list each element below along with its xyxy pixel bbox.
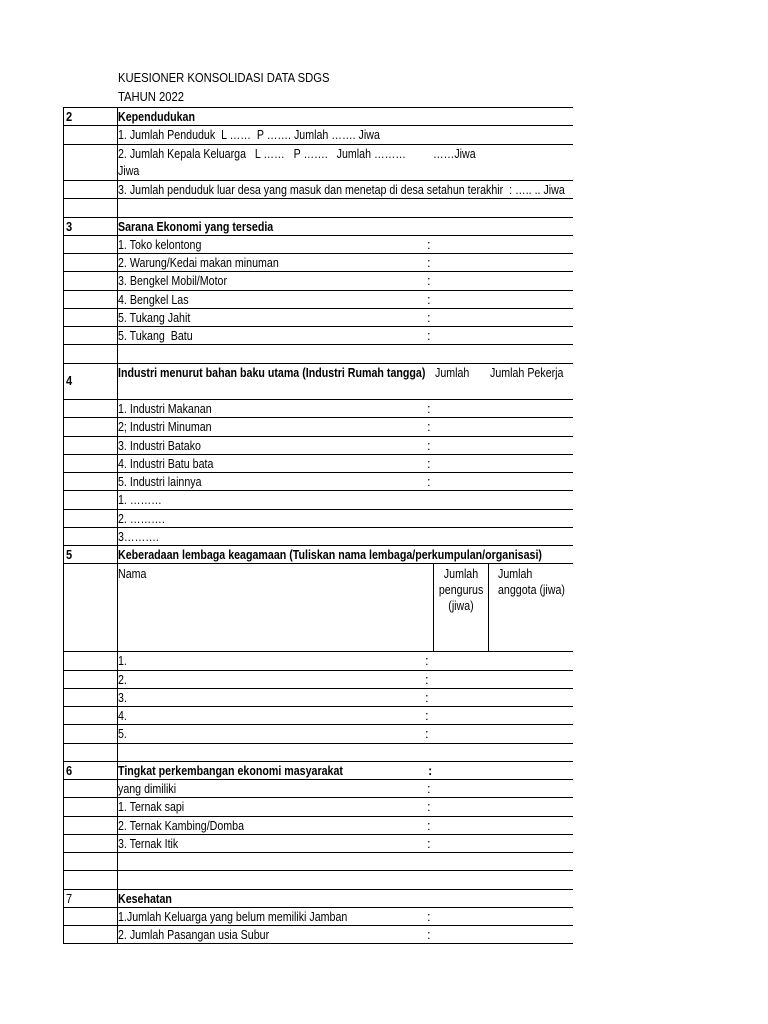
empty-cell	[118, 744, 573, 761]
question-cell	[118, 327, 573, 344]
question-row	[64, 472, 573, 490]
section-number: 7	[66, 890, 73, 906]
question-row	[64, 144, 573, 181]
question-cell	[118, 126, 573, 143]
column-header-row	[64, 563, 573, 651]
question-label: 1. Ternak sapi	[118, 799, 185, 815]
question-cell	[118, 528, 573, 545]
colon-separator: :	[425, 726, 429, 742]
column-header-jumlah-pekerja: Jumlah Pekerja	[490, 364, 564, 380]
question-cell	[118, 798, 573, 815]
colon-separator: :	[425, 708, 429, 723]
section-title-cell	[118, 890, 573, 907]
question-cell	[118, 707, 573, 724]
number-cell	[64, 744, 118, 761]
number-cell	[64, 437, 118, 454]
section-header-row	[64, 889, 573, 907]
question-row	[64, 907, 573, 925]
question-cell	[118, 418, 573, 435]
colon-separator: :	[425, 653, 429, 669]
colon-separator: :	[427, 817, 431, 833]
question-label: 3. Ternak Itik	[118, 835, 179, 851]
question-label: 1. Jumlah Penduduk L …… P ……. Jumlah ……. Jiwa	[118, 127, 380, 143]
question-row	[64, 706, 573, 724]
header-line: pengurus	[438, 582, 484, 598]
number-cell	[64, 491, 118, 508]
number-cell	[64, 707, 118, 724]
number-cell	[64, 309, 118, 326]
colon-separator: :	[427, 255, 431, 270]
question-label: 1.Jumlah Keluarga yang belum memiliki Jamban	[118, 908, 348, 924]
question-label: 5. Tukang Batu	[118, 328, 193, 343]
questionnaire-title: KUESIONER KONSOLIDASI DATA SDGS	[118, 71, 330, 85]
question-row	[64, 235, 573, 253]
question-row	[64, 326, 573, 344]
question-cell	[118, 780, 573, 797]
column-divider	[488, 564, 489, 651]
number-cell	[64, 145, 118, 181]
section-title: Tingkat perkembangan ekonomi masyarakat	[118, 762, 343, 778]
colon-separator: :	[427, 309, 431, 325]
question-row	[64, 509, 573, 527]
question-row	[64, 724, 573, 742]
question-row	[64, 816, 573, 834]
section-number-cell	[64, 218, 118, 235]
question-label: 2. Warung/Kedai makan minuman	[118, 255, 279, 270]
question-row	[64, 436, 573, 454]
question-label: 4. Bengkel Las	[118, 291, 189, 307]
question-label: 2. Ternak Kambing/Domba	[118, 817, 245, 833]
section-title-cell	[118, 218, 573, 235]
question-label: yang dimiliki	[118, 781, 177, 796]
number-cell	[64, 327, 118, 344]
questionnaire-year: TAHUN 2022	[118, 90, 185, 104]
number-cell	[64, 181, 118, 198]
colon-separator: :	[427, 455, 431, 471]
number-cell	[64, 564, 118, 651]
question-cell	[118, 181, 573, 198]
question-row	[64, 688, 573, 706]
question-row	[64, 399, 573, 417]
question-cell	[118, 309, 573, 326]
header-line: Jumlah	[498, 566, 533, 582]
section-title-cell	[118, 762, 573, 779]
colon-separator: :	[427, 419, 431, 435]
question-label: 1.	[118, 653, 127, 669]
question-row	[64, 779, 573, 797]
column-header-jumlah-anggota	[498, 566, 580, 598]
question-row	[64, 651, 573, 669]
empty-row	[64, 743, 573, 761]
question-cell	[118, 272, 573, 289]
number-cell	[64, 908, 118, 925]
question-cell	[118, 400, 573, 417]
question-label: 5.	[118, 726, 127, 742]
fill-in-line: 3……….	[118, 528, 159, 544]
question-row	[64, 527, 573, 545]
colon-separator: :	[427, 835, 431, 851]
section-header-row	[64, 217, 573, 235]
empty-cell	[118, 853, 573, 870]
number-cell	[64, 400, 118, 417]
section-number: 3	[66, 218, 73, 234]
section-number: 6	[66, 762, 73, 778]
section-number-cell	[64, 890, 118, 907]
number-cell	[64, 345, 118, 362]
fill-in-line: 2. ……….	[118, 510, 165, 526]
header-line: Jumlah	[443, 566, 479, 582]
question-label: 2. Jumlah Pasangan usia Subur	[118, 927, 270, 942]
colon-separator: :	[425, 671, 429, 687]
question-row	[64, 454, 573, 472]
number-cell	[64, 528, 118, 545]
number-cell	[64, 652, 118, 669]
question-label: 2.	[118, 671, 127, 687]
empty-row	[64, 344, 573, 362]
number-cell	[64, 725, 118, 742]
question-label: 2. Jumlah Kepala Keluarga L …… P ……. Jumlah ………	[118, 145, 406, 161]
fill-in-line: 1. ………	[118, 492, 162, 508]
colon-separator: :	[427, 927, 431, 942]
empty-cell	[118, 199, 573, 216]
colon-separator: :	[427, 799, 431, 815]
question-label: 3. Industri Batako	[118, 437, 201, 453]
question-unit: ……Jiwa	[433, 145, 476, 161]
empty-row	[64, 198, 573, 216]
number-cell	[64, 199, 118, 216]
question-row	[64, 797, 573, 815]
colon-separator: :	[427, 273, 431, 289]
colon-separator: :	[427, 328, 431, 343]
section-number-cell	[64, 364, 118, 400]
question-cell	[118, 652, 573, 669]
number-cell	[64, 272, 118, 289]
number-cell	[64, 254, 118, 271]
colon-separator: :	[427, 401, 431, 416]
colon-separator: :	[425, 689, 429, 705]
column-header-cell	[118, 564, 573, 651]
question-row	[64, 308, 573, 326]
section-number-cell	[64, 108, 118, 125]
number-cell	[64, 671, 118, 688]
question-row	[64, 670, 573, 688]
column-header-jumlah: Jumlah	[435, 364, 470, 380]
colon-separator: :	[427, 474, 431, 489]
question-label: 4.	[118, 708, 127, 723]
question-cell	[118, 689, 573, 706]
colon-separator: :	[427, 908, 431, 924]
question-cell	[118, 908, 573, 925]
section-title-cell	[118, 364, 573, 400]
questionnaire-table	[63, 107, 573, 944]
section-number: 5	[66, 547, 73, 562]
question-cell	[118, 817, 573, 834]
colon-separator: :	[428, 762, 433, 778]
question-label: 1. Toko kelontong	[118, 236, 202, 252]
section-title-cell	[118, 546, 573, 563]
question-cell	[118, 291, 573, 308]
section-number: 2	[66, 109, 73, 124]
question-row	[64, 925, 573, 943]
number-cell	[64, 510, 118, 527]
section-number-cell	[64, 762, 118, 779]
question-label: 5. Industri lainnya	[118, 474, 202, 489]
section-header-row	[64, 761, 573, 779]
number-cell	[64, 473, 118, 490]
question-cell	[118, 455, 573, 472]
number-cell	[64, 798, 118, 815]
colon-separator: :	[427, 437, 431, 453]
number-cell	[64, 689, 118, 706]
section-title: Keberadaan lembaga keagamaan (Tuliskan nama lembaga/perkumpulan/organisasi)	[118, 547, 542, 562]
question-label-continued: Jiwa	[118, 162, 140, 178]
column-header-jumlah-pengurus	[434, 566, 488, 614]
question-cell	[118, 510, 573, 527]
question-label: 5. Tukang Jahit	[118, 309, 191, 325]
colon-separator: :	[427, 236, 431, 252]
question-cell	[118, 926, 573, 943]
question-row	[64, 271, 573, 289]
column-header-nama: Nama	[118, 566, 147, 582]
header-line: (jiwa)	[448, 598, 474, 614]
question-row	[64, 253, 573, 271]
question-cell	[118, 437, 573, 454]
section-title: Kependudukan	[118, 109, 196, 124]
empty-row	[64, 852, 573, 870]
number-cell	[64, 455, 118, 472]
colon-separator: :	[427, 291, 431, 307]
question-label: 2; Industri Minuman	[118, 419, 212, 435]
number-cell	[64, 853, 118, 870]
empty-cell	[118, 871, 573, 888]
section-header-row	[64, 545, 573, 563]
question-row	[64, 417, 573, 435]
question-row	[64, 290, 573, 308]
number-cell	[64, 817, 118, 834]
number-cell	[64, 291, 118, 308]
header-line: anggota (jiwa)	[498, 582, 565, 598]
number-cell	[64, 780, 118, 797]
question-cell	[118, 254, 573, 271]
question-row	[64, 834, 573, 852]
section-title: Kesehatan	[118, 890, 172, 906]
question-cell	[118, 145, 573, 181]
question-cell	[118, 835, 573, 852]
number-cell	[64, 871, 118, 888]
question-row	[64, 180, 573, 198]
section-title: Sarana Ekonomi yang tersedia	[118, 218, 274, 234]
number-cell	[64, 926, 118, 943]
empty-cell	[118, 345, 573, 362]
question-label: 3. Jumlah penduduk luar desa yang masuk dan menetap di desa setahun terakhir : ….. .. Jiwa	[118, 182, 565, 197]
section-title-cell	[118, 108, 573, 125]
question-cell	[118, 236, 573, 253]
section-title: Industri menurut bahan baku utama (Industri Rumah tangga)	[118, 364, 426, 380]
question-cell	[118, 491, 573, 508]
section-number-cell	[64, 546, 118, 563]
number-cell	[64, 236, 118, 253]
section-number: 4	[66, 372, 73, 388]
question-cell	[118, 671, 573, 688]
section-header-row	[64, 363, 573, 400]
question-label: 1. Industri Makanan	[118, 401, 212, 416]
question-label: 3.	[118, 689, 127, 705]
number-cell	[64, 835, 118, 852]
question-label: 3. Bengkel Mobil/Motor	[118, 273, 228, 289]
question-row	[64, 125, 573, 143]
empty-row	[64, 870, 573, 888]
number-cell	[64, 126, 118, 143]
colon-separator: :	[427, 781, 431, 796]
section-header-row	[64, 107, 573, 125]
question-cell	[118, 725, 573, 742]
question-cell	[118, 473, 573, 490]
question-row	[64, 490, 573, 508]
question-label: 4. Industri Batu bata	[118, 455, 214, 471]
number-cell	[64, 418, 118, 435]
